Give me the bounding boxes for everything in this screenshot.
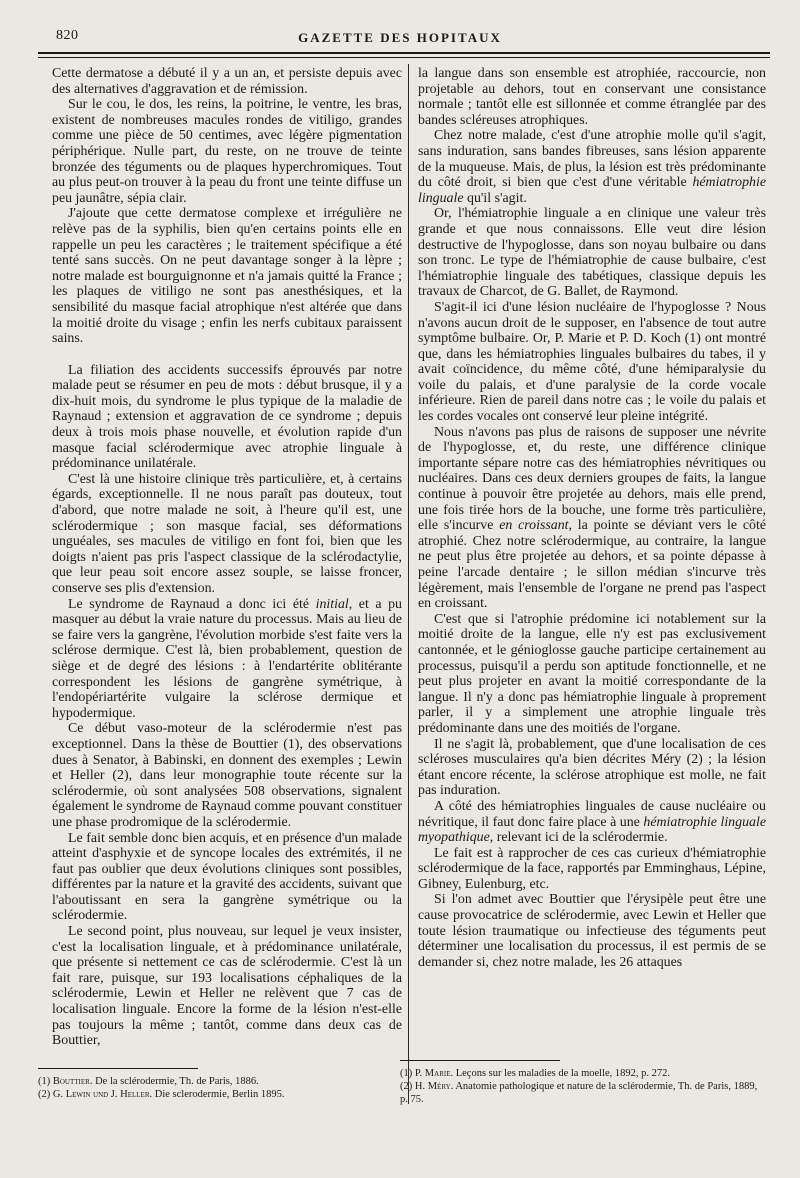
paragraph: Ce début vaso-moteur de la sclérodermie n'est pas exceptionnel. Dans la thèse de Bouttier (1), des observations dues à Senator, à Babinski, en donnent des exemples ; Lewin et Heller (2), dans leur monographie toute récente sur la sclérodermie, où sont analysées 508 observations, signalent également le syndrome de Raynaud comme pouvant constituer une phase prodromique de la sclérodermie.: [52, 721, 402, 830]
footnotes-left: [38, 1068, 388, 1101]
journal-title: GAZETTE DES HOPITAUX: [298, 30, 502, 45]
text-run: , la pointe se déviant vers le côté atrophié. Chez notre sclérodermique, au contraire, la langue ne peut plus être projetée au dehors, et sa pointe dépasse à peine l'arcade dentaire ; le sillon médian s'incurve très légèrement, mais l'ensemble de l'organe ne prend pas l'aspect en croissant.: [418, 518, 766, 612]
emphasis: en croissant: [499, 518, 569, 534]
paragraph: Cette dermatose a débuté il y a un an, et persiste depuis avec des alternatives d'aggravation et de rémission.: [52, 66, 402, 97]
footnote: [38, 1075, 388, 1088]
footnote-author: Méry: [427, 1081, 451, 1092]
footnote-text: . De la sclérodermie, Th. de Paris, 1886.: [89, 1076, 259, 1087]
footnote: [400, 1067, 762, 1080]
footnote-rule: [400, 1060, 560, 1061]
footnote-text: . Die sclerodermie, Berlin 1895.: [149, 1089, 285, 1100]
footnote-mark: (2): [38, 1089, 53, 1100]
paragraph: Le fait est à rapprocher de ces cas curieux d'hémiatrophie sclérodermique de la face, rapportés par Emminghaus, Lépine, Gibney, Eulenburg, etc.: [418, 845, 766, 892]
footnote-mark: (1): [38, 1076, 53, 1087]
text-run: Nous n'avons pas plus de raisons de supposer une névrite de l'hypoglosse, et, du reste, une différence clinique importante sépare notre cas des hémiatrophies névritiques ou nucléaires. Dans ces deux derniers groupes de faits, la langue continue à pouvoir être projetée au dehors, mais elle prend, une fois tirée hors de la bouche, une forme très particulière, elle s'incurve: [418, 424, 766, 534]
left-column: [52, 66, 402, 1049]
footnote: [38, 1088, 388, 1101]
paragraph: [418, 425, 766, 612]
emphasis: hémiatrophie linguale myopathique: [418, 814, 766, 846]
footnote: [400, 1080, 762, 1106]
paragraph: Le fait semble donc bien acquis, et en présence d'un malade atteint d'asphyxie et de syncope locales des extrémités, il ne faut pas oublier que deux évolutions cliniques sont possibles, différentes par la nature et la gravité des accidents, suivant que l'aboutissant en sera la gangrène symétrique ou la sclérodermie.: [52, 830, 402, 924]
text-run: A côté des hémiatrophies linguales de cause nucléaire ou névritique, il faut donc faire place à une: [418, 798, 766, 830]
text-run: qu'il s'agit.: [463, 190, 527, 206]
page-header: [38, 24, 762, 44]
paragraph: J'ajoute que cette dermatose complexe et irrégulière ne relève pas de la syphilis, bien qu'en certains points elle en rappelle un peu les caractères ; le traitement spécifique a été tenté sans succès. On ne peut davantage songer à la lèpre ; notre malade est bourguignonne et n'a jamais quitté la France ; les plaques de vitiligo ne sont pas anesthésiques, et la sensibilité du masque facial atrophique n'est altérée que dans la moitié droite du visage ; enfin les nerfs cubitaux paraissent sains.: [52, 206, 402, 347]
footnote-mark: (1) P.: [400, 1068, 425, 1079]
paragraph: [52, 597, 402, 722]
footnote-author: Marie: [424, 1068, 451, 1079]
text-run: Chez notre malade, c'est d'une atrophie molle qu'il s'agit, sans induration, sans bandes fibreuses, sans lésion apparente de la muqueuse. Mais, de plus, la lésion est très prédominante du côté droit, si bien que c'est d'une véritable: [418, 128, 766, 191]
footnote-mark: (2) H.: [400, 1081, 428, 1092]
paragraph: Il ne s'agit là, probablement, que d'une localisation de ces scléroses musculaires qu'a bien décrites Méry (2) ; la lésion étant encore récente, la sclérose atrophique est molle, ne fait pas induration.: [418, 736, 766, 799]
paragraph: la langue dans son ensemble est atrophiée, raccourcie, non projetable au dehors, tout en conservant une consistance normale ; tantôt elle est sillonnée et comme étranglée par des bandes scléreuses atrophiques.: [418, 66, 766, 128]
right-column: [418, 66, 766, 970]
paragraph: S'agit-il ici d'une lésion nucléaire de l'hypoglosse ? Nous n'avons aucun droit de le supposer, en l'absence de tout autre symptôme bulbaire. Or, P. Marie et P. D. Koch (1) ont montré que, dans les hémiatrophies linguales bulbaires du tabes, il y avait coïncidence, du même côté, d'une hémiparalysie du voile du palais, et d'une paralysie de la corde vocale inférieure. Rien de pareil dans notre cas ; le voile du palais et les cordes vocales ont conservé leur pleine intégrité.: [418, 299, 766, 425]
paragraph: Si l'on admet avec Bouttier que l'érysipèle peut être une cause provocatrice de sclérodermie, avec Lewin et Heller que toute lésion traumatique ou infectieuse des téguments peut déterminer une localisation du processus, il est permis de se demander si, chez notre malade, les 26 attaques: [418, 892, 766, 970]
emphasis: initial: [315, 596, 349, 612]
header-rule: [38, 52, 770, 58]
paragraph: Le second point, plus nouveau, sur lequel je veux insister, c'est la localisation linguale, et à prédominance unilatérale, que présente si nettement ce cas de sclérodermie. C'est là un fait rare, puisque, sur 193 localisations céphaliques de la sclérodermie, Lewin et Heller ne relèvent que 7 cas de localisation linguale. Encore la forme de la lésion n'est-elle pas toujours la même ; tantôt, comme dans deux cas de Bouttier,: [52, 924, 402, 1049]
paragraph: C'est que si l'atrophie prédomine ici notablement sur la moitié droite de la langue, elle n'y est pas exclusivement cantonnée, et le génioglosse gauche participe certainement au processus, puisqu'il a perdu son aptitude fonctionnelle, et ne peut plus projeter en avant la moitié correspondante de la langue. Il n'y a donc pas hémiatrophie linguale à proprement parler, il y a simplement une atrophie linguale très prédominante dans une des moitiés de l'organe.: [418, 611, 766, 736]
text-run: , relevant ici de la sclérodermie.: [489, 830, 668, 846]
paragraph: [418, 128, 766, 206]
footnote-author: Bouttier: [52, 1076, 90, 1087]
paragraph: C'est là une histoire clinique très particulière, et, à certains égards, exceptionnelle. Il ne nous paraît pas douteux, tout d'abord, que notre malade ne soit, à l'heure qu'il est, une sclérodermique ; son masque facial, ses déformations unguéales, ses macules de vitiligo en font foi, bien que les doigts n'aient pas pris l'aspect classique de la sclérodactylie, que leur peau soit encore assez souple, se laisse froncer, conserve ses plis d'extension.: [52, 471, 402, 596]
emphasis: hémiatrophie linguale: [418, 175, 766, 206]
column-divider: [408, 64, 409, 1104]
text-run: Le syndrome de Raynaud a donc ici été: [68, 596, 316, 612]
paragraph: Sur le cou, le dos, les reins, la poitrine, le ventre, les bras, existent de nombreuses macules rondes de vitiligo, grandes comme une pièce de 50 centimes, avec légère pigmentation périphérique. Nulle part, du reste, on ne trouve de teinte bronzée des téguments ou de plaques hyperchromiques. Tout au plus peut-on trouver à la peau du front une teinte diffuse un peu jaunâtre, sépia clair.: [52, 97, 402, 206]
text-run: , et a pu masquer au début la vraie nature du processus. Mais au lieu de se faire vers la gangrène, l'évolution morbide s'est faite vers la sclérose dermique. C'est là, bien probablement, question de siège et de degré des lésions : à l'endartérite oblitérante correspondent les lésions de gangrène symétrique, à l'endopériartérite vulgaire la sclérose dermique et hypodermique.: [52, 596, 402, 721]
footnote-rule: [38, 1068, 198, 1069]
footnote-text: . Leçons sur les maladies de la moelle, 1892, p. 272.: [450, 1068, 671, 1079]
paragraph: Or, l'hémiatrophie linguale a en clinique une valeur très grande et que nous connaissons. Elle veut dire lésion destructive de l'hypoglosse, dans son noyau bulbaire ou dans son tronc. Le type de l'hémiatrophie de cause bulbaire, c'est l'hémiatrophie linguale des tabétiques, classique depuis les travaux de Charcot, de G. Ballet, de Raymond.: [418, 206, 766, 300]
footnotes-right: [400, 1060, 762, 1106]
paragraph: La filiation des accidents successifs éprouvés par notre malade peut se résumer en peu de mots : début brusque, il y a dix-huit mois, du syndrome le plus typique de la maladie de Raynaud ; extension et aggravation de ce syndrome ; depuis deux à trois mois phase nouvelle, et évolution rapide d'un masque facial sclérodermique avec atrophie linguale à prédominance unilatérale.: [52, 362, 402, 472]
page-number: 820: [56, 28, 79, 43]
footnote-text: . Anatomie pathologique et nature de la sclérodermie, Th. de Paris, 1889, p. 75.: [400, 1081, 758, 1105]
footnote-author: G. Lewin und J. Heller: [52, 1089, 150, 1100]
paragraph: [418, 799, 766, 846]
